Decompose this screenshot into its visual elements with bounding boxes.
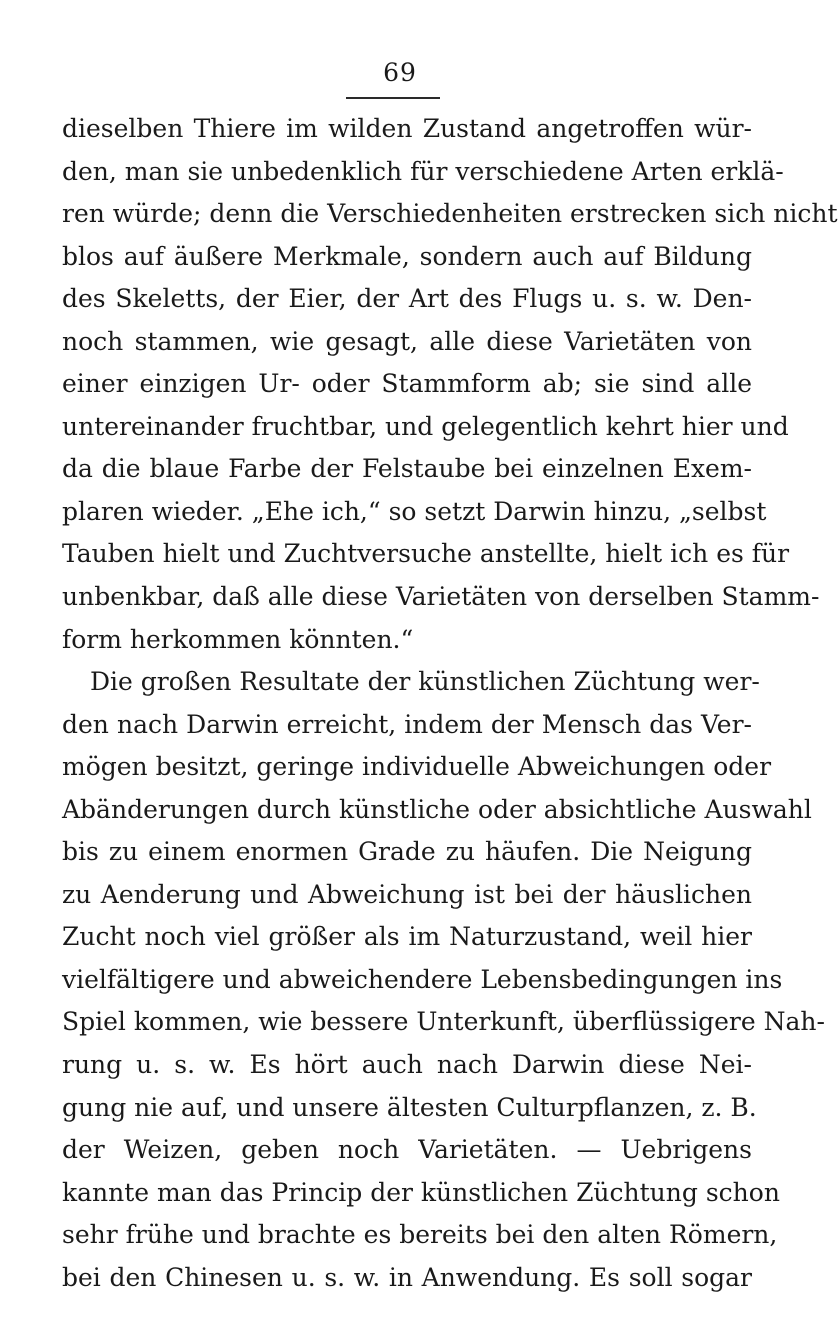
text-line: plaren wieder. „Ehe ich,“ so setzt Darwin hinzu, „selbst (62, 496, 767, 526)
text-line: mögen besitzt, geringe individuelle Abweichungen oder (62, 752, 772, 782)
text-line: Spiel kommen, wie bessere Unterkunft, überflüssigere Nah- (62, 1007, 825, 1037)
text-line: form herkommen könnten.“ (62, 624, 414, 654)
text-line: Tauben hielt und Zuchtversuche anstellte, hielt ich es für (62, 539, 790, 569)
text-line: unbenkbar, daß alle diese Varietäten von derselben Stamm- (62, 582, 820, 612)
text-line: den nach Darwin erreicht, indem der Mensch das Ver- (62, 709, 752, 739)
text-line: gung nie auf, und unsere ältesten Culturpflanzen, z. B. (62, 1092, 757, 1122)
text-line: kannte man das Princip der künstlichen Züchtung schon (62, 1177, 780, 1207)
text-line: Abänderungen durch künstliche oder absichtliche Auswahl (62, 794, 812, 824)
text-line: noch stammen, wie gesagt, alle diese Varietäten von (62, 326, 752, 356)
text-line: vielfältigere und abweichendere Lebensbedingungen ins (62, 964, 783, 994)
text-line: da die blaue Farbe der Felstaube bei einzelnen Exem- (62, 454, 752, 484)
text-line: bei den Chinesen u. s. w. in Anwendung. Es soll sogar (62, 1262, 752, 1292)
text-line: der Weizen, geben noch Varietäten. — Uebrigens (62, 1135, 752, 1165)
text-line: rung u. s. w. Es hört auch nach Darwin diese Nei- (62, 1050, 752, 1080)
text-line: dieselben Thiere im wilden Zustand angetroffen wür- (62, 114, 752, 143)
page-number: 69 (383, 58, 417, 87)
text-line: untereinander fruchtbar, und gelegentlich kehrt hier und (62, 411, 789, 441)
text-line: einer einzigen Ur- oder Stammform ab; sie sind alle (62, 369, 752, 399)
text-line: Die großen Resultate der künstlichen Züchtung wer- (90, 667, 760, 697)
text-line: den, man sie unbedenklich für verschiedene Arten erklä- (62, 156, 784, 186)
text-line: Zucht noch viel größer als im Naturzustand, weil hier (62, 922, 752, 952)
header-rule (346, 97, 440, 99)
text-line: ren würde; denn die Verschiedenheiten erstrecken sich nicht (62, 199, 838, 229)
text-line: bis zu einem enormen Grade zu häufen. Die Neigung (62, 837, 752, 867)
text-line: des Skeletts, der Eier, der Art des Flugs u. s. w. Den- (62, 284, 752, 314)
text-line: sehr frühe und brachte es bereits bei den alten Römern, (62, 1220, 778, 1250)
text-line: blos auf äußere Merkmale, sondern auch auf Bildung (62, 241, 752, 271)
text-line: zu Aenderung und Abweichung ist bei der häuslichen (62, 879, 752, 909)
body-text (62, 108, 838, 1299)
